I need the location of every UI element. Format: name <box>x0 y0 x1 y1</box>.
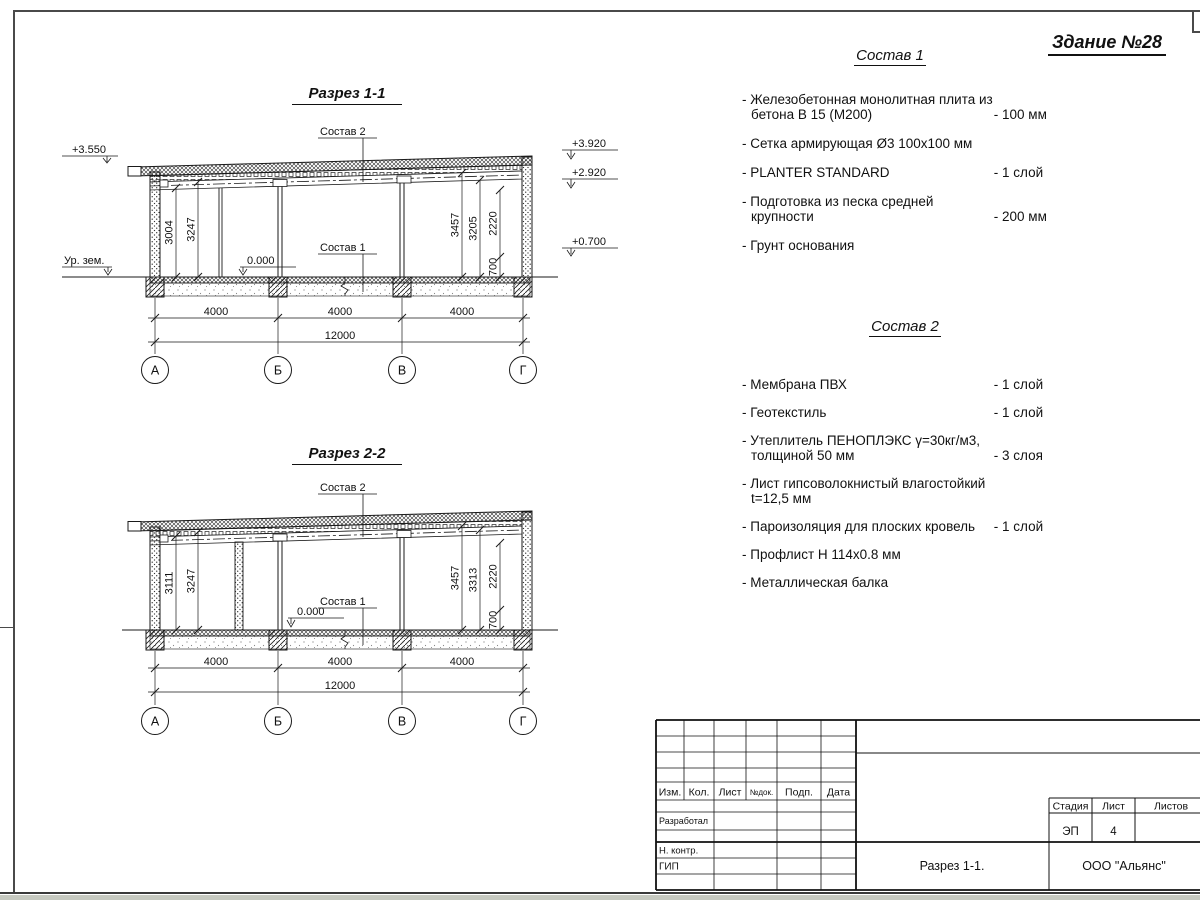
partition <box>235 542 243 630</box>
foundation-a <box>146 630 164 650</box>
item-name: - Подготовка из песка средней крупности <box>742 194 934 224</box>
callout-sostav2: Состав 2 <box>320 126 366 138</box>
elev-r2-label: +2.920 <box>572 167 606 179</box>
dim-2220: 2220 <box>487 564 500 589</box>
axis-label-v: В <box>397 363 407 378</box>
floor-slab <box>150 630 530 636</box>
column-v-bracket <box>397 531 411 538</box>
item-name: - Железобетонная монолитная плита из бетона В 15 (М200) <box>742 92 993 122</box>
axis-bubbles <box>142 708 537 735</box>
sostav2-title-text: Состав 2 <box>871 318 939 335</box>
item-qty: - 1 слой <box>993 519 1044 534</box>
elevation-marks <box>287 618 344 627</box>
list-item <box>742 547 1054 562</box>
list-item <box>742 476 1054 506</box>
stage-label: Стадия <box>1052 800 1089 813</box>
floor-slab <box>150 277 530 283</box>
sheet-label: Лист <box>1102 800 1125 813</box>
frame-corner-box <box>1192 11 1200 33</box>
building-title: Здание №28 <box>1048 32 1166 56</box>
list-item <box>742 165 1054 180</box>
axis-label-v: В <box>397 714 407 729</box>
partition <box>219 188 222 277</box>
col-izm: Изм. <box>658 786 682 799</box>
right-wall <box>522 512 532 630</box>
callout-sostav2: Состав 2 <box>320 482 366 494</box>
foundation-g <box>514 630 532 650</box>
callout-sostav1: Состав 1 <box>320 242 366 254</box>
dim-3247: 3247 <box>185 217 198 242</box>
span-dim-3: 4000 <box>449 656 475 668</box>
foundation-a <box>146 277 164 297</box>
item-name: - Пароизоляция для плоских кровель <box>742 519 976 534</box>
span-dim-2: 4000 <box>327 306 353 318</box>
list-item <box>742 377 1054 392</box>
list-item <box>742 238 1054 253</box>
elev-r3-label: +0.700 <box>572 236 606 248</box>
span-dim-2: 4000 <box>327 656 353 668</box>
axis-label-g: Г <box>519 363 527 378</box>
foundation-b <box>269 277 287 297</box>
foundation-b <box>269 630 287 650</box>
sostav1-title <box>790 47 990 64</box>
list-item <box>742 405 1054 420</box>
ground-level-label: Ур. зем. <box>64 255 105 267</box>
frame-left-border <box>13 10 15 893</box>
callout-sostav1: Состав 1 <box>320 596 366 608</box>
list-item <box>742 575 1054 590</box>
column-v <box>400 183 404 277</box>
sostav1-list <box>742 92 1054 267</box>
elev-zero-label: 0.000 <box>247 255 275 267</box>
item-name: - Сетка армирующая Ø3 100х100 мм <box>742 136 973 151</box>
item-name: - Утеплитель ПЕНОПЛЭКС γ=30кг/м3, толщиной 50 мм <box>742 433 981 463</box>
title-block <box>650 714 1200 894</box>
col-kol: Кол. <box>688 786 710 799</box>
role-gip: ГИП <box>659 861 679 873</box>
sheets-label: Листов <box>1153 800 1189 813</box>
item-name: - Грунт основания <box>742 238 855 253</box>
item-qty: - 1 слой <box>993 377 1044 392</box>
dim-2220: 2220 <box>487 211 500 236</box>
wall-corbel <box>160 180 168 187</box>
roof-edge-trim <box>128 522 141 532</box>
col-list: Лист <box>718 786 742 799</box>
fold-mark <box>0 627 13 628</box>
column-b <box>278 541 282 630</box>
list-item <box>742 92 1054 122</box>
elev-left-label: +3.550 <box>72 144 106 156</box>
roof-edge-trim <box>128 167 141 177</box>
sand-bed <box>150 283 530 296</box>
section-2-title: Разрез 2-2 <box>292 445 402 465</box>
dim-700: 700 <box>487 610 500 630</box>
col-ndok: №док. <box>749 788 774 797</box>
sheet-edge-strip <box>0 895 1200 900</box>
list-item <box>742 433 1054 463</box>
foundation-v <box>393 277 411 297</box>
span-dim-1: 4000 <box>203 306 229 318</box>
dim-3111: 3111 <box>163 571 176 595</box>
dim-3457: 3457 <box>449 565 462 591</box>
left-wall <box>150 527 160 630</box>
doc-name: Разрез 1-1. <box>919 859 985 873</box>
item-name: - Геотекстиль <box>742 405 827 420</box>
dim-3247: 3247 <box>185 568 198 594</box>
section-2-2-drawing <box>50 460 595 750</box>
organization-name: ООО "Альянс" <box>1082 859 1166 873</box>
span-dim-3: 4000 <box>449 306 475 318</box>
total-dim: 12000 <box>324 330 356 342</box>
sostav2-title <box>805 318 1005 335</box>
column-v <box>400 538 404 631</box>
item-qty: - 1 слой <box>993 165 1044 180</box>
sheet-number: 4 <box>1110 826 1117 838</box>
column-b <box>278 187 282 278</box>
span-dim-1: 4000 <box>203 656 229 668</box>
role-razrabotal: Разработал <box>659 816 708 826</box>
axis-label-a: А <box>150 714 160 729</box>
role-nkontr: Н. контр. <box>659 845 699 857</box>
axis-label-a: А <box>150 363 160 378</box>
axis-label-b: Б <box>273 714 283 729</box>
structure-lines <box>62 138 618 384</box>
axis-bubbles <box>142 357 537 384</box>
item-qty: - 200 мм <box>993 209 1047 224</box>
col-data: Дата <box>826 786 851 799</box>
sand-bed <box>150 636 530 649</box>
axis-label-g: Г <box>519 714 527 729</box>
column-v-bracket <box>397 176 411 183</box>
right-wall <box>522 157 532 277</box>
list-item <box>742 519 1054 534</box>
column-b-bracket <box>273 180 287 187</box>
left-wall <box>150 172 160 277</box>
axis-label-b: Б <box>273 363 283 378</box>
dim-700: 700 <box>487 257 500 277</box>
item-name: - Мембрана ПВХ <box>742 377 847 392</box>
dim-3457: 3457 <box>449 212 462 238</box>
sostav1-title-text: Состав 1 <box>856 47 924 64</box>
item-qty: - 3 слоя <box>993 448 1043 463</box>
stage-value: ЭП <box>1062 826 1079 838</box>
foundation-g <box>514 277 532 297</box>
frame-top-border <box>13 10 1200 12</box>
item-name: - Профлист Н 114х0.8 мм <box>742 547 901 562</box>
dim-3004: 3004 <box>163 220 176 245</box>
section-1-1-drawing <box>50 108 606 398</box>
sostav2-list <box>742 377 1054 603</box>
wall-corbel <box>160 535 168 542</box>
list-item <box>742 136 1054 151</box>
item-name: - Лист гипсоволокнистый влагостойкий t=12,5 мм <box>742 476 986 506</box>
dim-3205: 3205 <box>467 216 480 241</box>
column-b-bracket <box>273 534 287 541</box>
elev-r1-label: +3.920 <box>572 138 606 150</box>
list-item <box>742 194 1054 224</box>
total-dim: 12000 <box>324 680 356 692</box>
section-1-title: Разрез 1-1 <box>292 85 402 105</box>
dim-3313: 3313 <box>467 567 480 593</box>
elev-zero-label: 0.000 <box>297 606 325 618</box>
item-name: - PLANTER STANDARD <box>742 165 890 180</box>
item-name: - Металлическая балка <box>742 575 889 590</box>
item-qty: - 1 слой <box>993 405 1044 420</box>
foundation-v <box>393 630 411 650</box>
item-qty: - 100 мм <box>993 107 1047 122</box>
col-podp: Подп. <box>785 786 813 799</box>
